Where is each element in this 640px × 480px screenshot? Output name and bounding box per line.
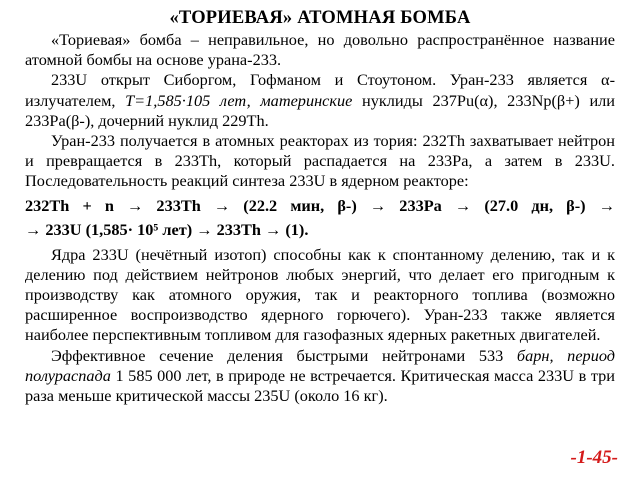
paragraph-fission: Ядра 233U (нечётный изотоп) способны как к спонтанному делению, так и к делению под действием нейтронов любых энергий, что делает его пригодным к производству как атомного оружия, так и реакторного топлива (возможно расширенное воспроизводство ядерного горючего). Уран-233 также является наиболее перспективным топливом для газофазных ядерных ракетных двигателей. — [25, 244, 615, 345]
paragraph-discovery-part2: нуклиды 237Pu(α), 233Np(β+) или 233Pa(β-), дочерний нуклид 229Th. — [25, 90, 615, 130]
paragraph-cross-section-part2: 1 585 000 лет, в природе не встречается. Критическая масса 233U в три раза меньше критической массы 235U (около 16 кг). — [25, 365, 615, 406]
paragraph-cross-section — [25, 346, 615, 407]
page-title: «ТОРИЕВАЯ» АТОМНАЯ БОМБА — [169, 8, 471, 28]
reaction-line-1: 232Th + n → 233Th → (22.2 мин, β-) → 233Pa → (27.0 дн, β-) → — [25, 195, 615, 215]
paragraph-intro: «Ториевая» бомба – неправильное, но довольно распространённое название атомной бомбы на основе урана-233. — [25, 30, 615, 70]
page-number: -1-45- — [570, 447, 618, 468]
slide-content — [25, 8, 615, 406]
paragraph-cross-section-italic: барн, период полураспада — [25, 345, 615, 385]
reaction-line-2: → 233U (1,585· 10⁵ лет) → 233Th → (1). — [25, 219, 309, 239]
paragraph-production: Уран-233 получается в атомных реакторах из тория: 232Th захватывает нейтрон и превращается в 233Th, который распадается на 233Pa, а затем в 233U. Последовательность реакций синтеза 233U в ядерном реакторе: — [25, 131, 615, 191]
paragraph-cross-section-part1: Эффективное сечение деления быстрыми нейтронами 533 — [51, 345, 517, 365]
paragraph-discovery-part1: 233U открыт Сиборгом, Гофманом и Стоутоном. Уран-233 является α-излучателем, — [25, 70, 615, 110]
paragraph-discovery-italic: T=1,585·105 лет, материнские — [125, 90, 353, 110]
paragraph-discovery — [25, 70, 615, 131]
reaction-chain — [25, 194, 615, 242]
